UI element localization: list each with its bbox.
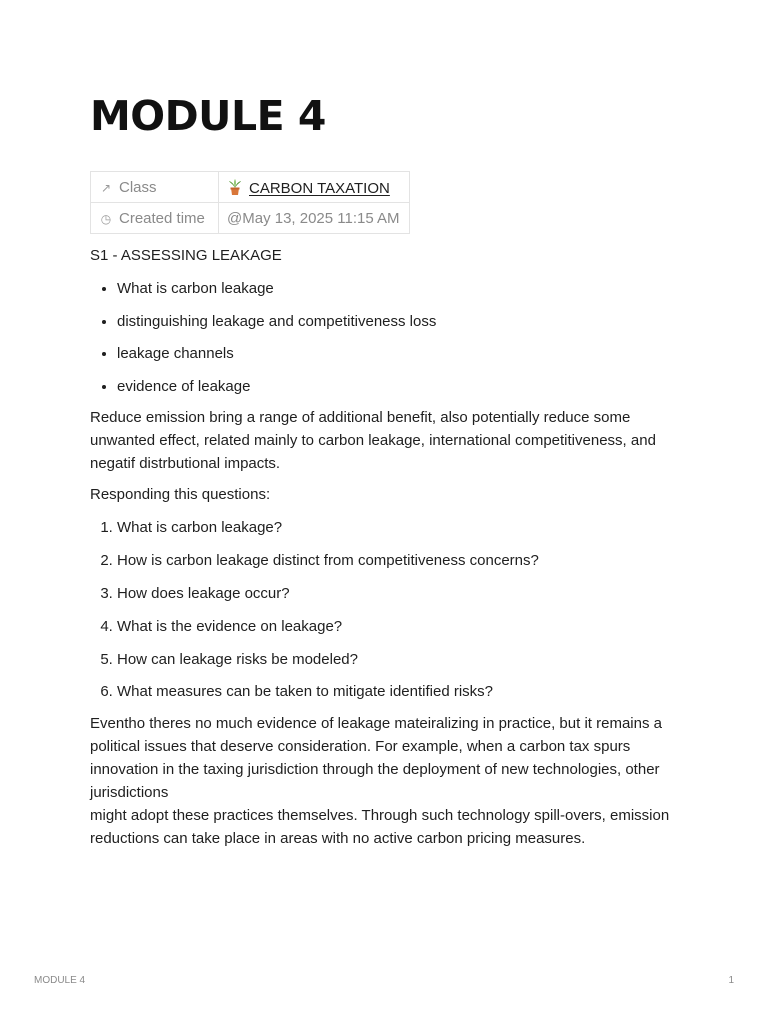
class-link[interactable]: CARBON TAXATION — [249, 179, 390, 197]
potted-plant-icon — [227, 178, 243, 196]
property-key-class: ↗ Class — [91, 172, 219, 203]
list-item: • What is carbon leakage — [117, 277, 680, 300]
list-item: 4. What is the evidence on leakage? — [117, 615, 680, 638]
paragraph-intro: Reduce emission bring a range of additional benefit, also potentially reduce some unwanted effect, related mainly to carbon leakage, international competitiveness, and negatif distrbutional impacts. — [90, 409, 656, 473]
section-heading: S1 - ASSESSING LEAKAGE — [90, 247, 282, 264]
property-value-created-time: @May 13, 2025 11:15 AM — [219, 203, 410, 234]
responding-label: Responding this questions: — [90, 486, 271, 504]
list-item: 5. How can leakage risks be modeled? — [117, 648, 680, 671]
properties-table — [90, 171, 410, 234]
property-row-class — [91, 172, 410, 203]
list-item: 3. How does leakage occur? — [117, 582, 680, 605]
list-item: 2. How is carbon leakage distinct from competitiveness concerns? — [117, 549, 680, 572]
page-number: 1 — [728, 975, 734, 986]
property-key-created-time: ◷ Created time — [91, 203, 219, 234]
arrow-up-right-icon: ↗ — [100, 180, 112, 195]
page-title: MODULE 4 — [90, 92, 326, 140]
page-content — [90, 244, 680, 850]
list-item: • evidence of leakage — [117, 375, 680, 398]
footer-title: MODULE 4 — [34, 975, 86, 986]
paragraph-leakage-line1: Eventho theres no much evidence of leakage mateiralizing in practice, but it remains a political issues that deserve consideration. For example, when a carbon tax spurs innovation in the taxing jurisdiction through the deployment of new technologies, other jurisdictions — [90, 715, 662, 802]
list-item: • leakage channels — [117, 342, 680, 365]
property-row-created-time — [91, 203, 410, 234]
bullet-list — [90, 277, 680, 398]
clock-icon: ◷ — [100, 211, 112, 226]
list-item: • distinguishing leakage and competitiveness loss — [117, 310, 680, 333]
question-list — [90, 516, 680, 703]
paragraph-leakage-line2: might adopt these practices themselves. Through such technology spill-overs, emission reductions can take place in areas with no active carbon pricing measures. — [90, 807, 670, 848]
list-item: 6. What measures can be taken to mitigate identified risks? — [117, 680, 680, 703]
property-value-class — [219, 172, 410, 203]
list-item: 1. What is carbon leakage? — [117, 516, 680, 539]
